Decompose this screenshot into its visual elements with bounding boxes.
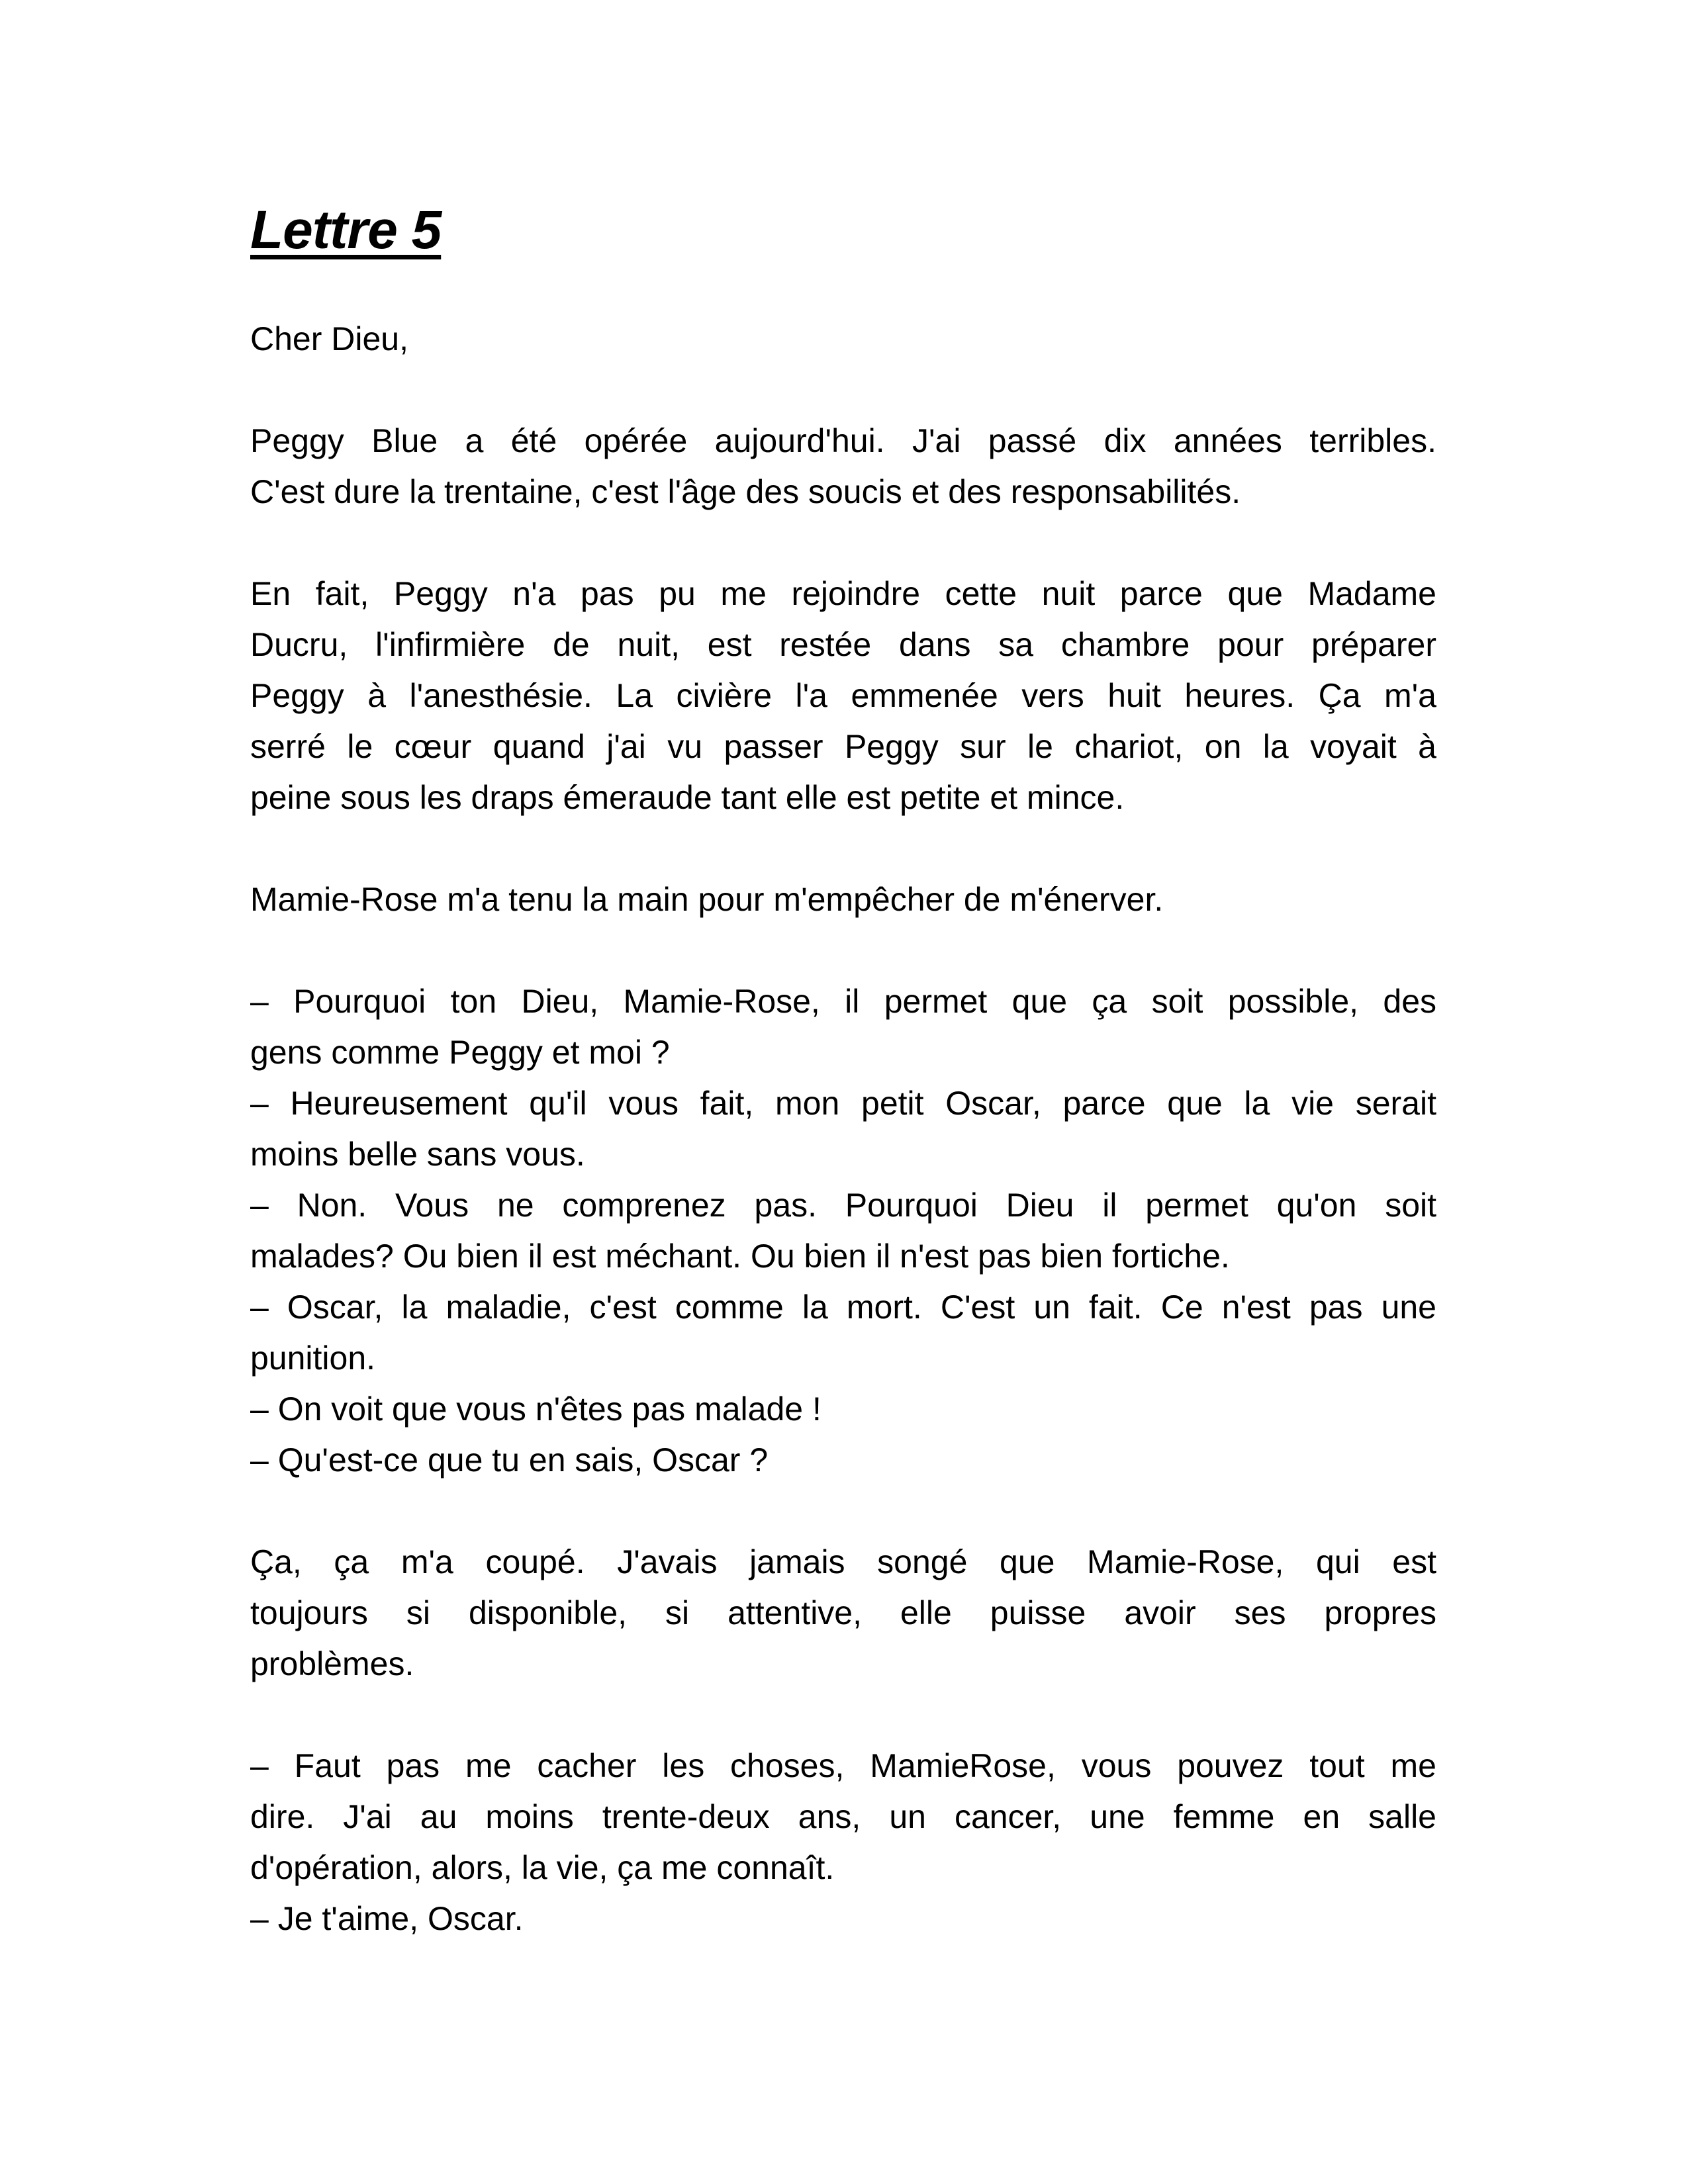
text-line: dire. J'ai au moins trente-deux ans, un cancer, une femme en salle (250, 1798, 1436, 1835)
text-line: En fait, Peggy n'a pas pu me rejoindre cette nuit parce que Madame (250, 575, 1436, 612)
text-line: – Oscar, la maladie, c'est comme la mort. C'est un fait. Ce n'est pas une (250, 1289, 1436, 1326)
paragraph-peggy-operated (250, 416, 1436, 518)
dialogue-faut-pas-me-cacher (250, 1741, 1436, 1893)
text-line: Mamie-Rose m'a tenu la main pour m'empêcher de m'énerver. (250, 881, 1164, 918)
text-line: C'est dure la trentaine, c'est l'âge des soucis et des responsabilités. (250, 473, 1241, 510)
salutation (250, 314, 1436, 365)
text-line: – Qu'est-ce que tu en sais, Oscar ? (250, 1441, 769, 1479)
text-line: Ça, ça m'a coupé. J'avais jamais songé que Mamie-Rose, qui est (250, 1543, 1436, 1580)
dialogue-oscar-la-maladie (250, 1282, 1436, 1384)
text-line: – Faut pas me cacher les choses, MamieRose, vous pouvez tout me (250, 1747, 1436, 1784)
text-line: peine sous les draps émeraude tant elle est petite et mince. (250, 779, 1125, 816)
text-line: – Non. Vous ne comprenez pas. Pourquoi Dieu il permet qu'on soit (250, 1187, 1436, 1224)
text-block (250, 0, 1436, 1944)
text-line: gens comme Peggy et moi ? (250, 1034, 670, 1071)
dialogue-on-voit (250, 1384, 1436, 1435)
paragraph-ca-ma-coupe (250, 1537, 1436, 1690)
text-line: punition. (250, 1340, 376, 1377)
text-line: problèmes. (250, 1645, 414, 1682)
dialogue-quest-ce-que-tu-en-sais (250, 1435, 1436, 1486)
text-line: Peggy Blue a été opérée aujourd'hui. J'ai passé dix années terribles. (250, 422, 1436, 459)
text-line: – Heureusement qu'il vous fait, mon petit Oscar, parce que la vie serait (250, 1085, 1436, 1122)
text-line: serré le cœur quand j'ai vu passer Peggy sur le chariot, on la voyait à (250, 728, 1436, 765)
dialogue-non-vous-ne-comprenez (250, 1180, 1436, 1282)
text-line: Peggy à l'anesthésie. La civière l'a emmenée vers huit heures. Ça m'a (250, 677, 1436, 714)
paragraph-night-nurse (250, 569, 1436, 823)
text-line: – Je t'aime, Oscar. (250, 1900, 524, 1937)
letter-title: Lettre 5 (250, 200, 442, 260)
text-line: – Pourquoi ton Dieu, Mamie-Rose, il permet que ça soit possible, des (250, 983, 1436, 1020)
text-line: toujours si disponible, si attentive, elle puisse avoir ses propres (250, 1594, 1436, 1631)
text-line: d'opération, alors, la vie, ça me connaît. (250, 1849, 835, 1886)
text-line: malades? Ou bien il est méchant. Ou bien il n'est pas bien fortiche. (250, 1238, 1230, 1275)
letter-body (250, 314, 1436, 1944)
dialogue-pourquoi-ton-dieu (250, 976, 1436, 1078)
dialogue-je-taime-oscar (250, 1893, 1436, 1944)
dialogue-heureusement (250, 1078, 1436, 1180)
text-line: Ducru, l'infirmière de nuit, est restée dans sa chambre pour préparer (250, 626, 1436, 663)
paragraph-mamie-rose-hand (250, 874, 1436, 925)
text-line: Cher Dieu, (250, 320, 408, 357)
text-line: – On voit que vous n'êtes pas malade ! (250, 1390, 821, 1428)
text-line: moins belle sans vous. (250, 1136, 585, 1173)
